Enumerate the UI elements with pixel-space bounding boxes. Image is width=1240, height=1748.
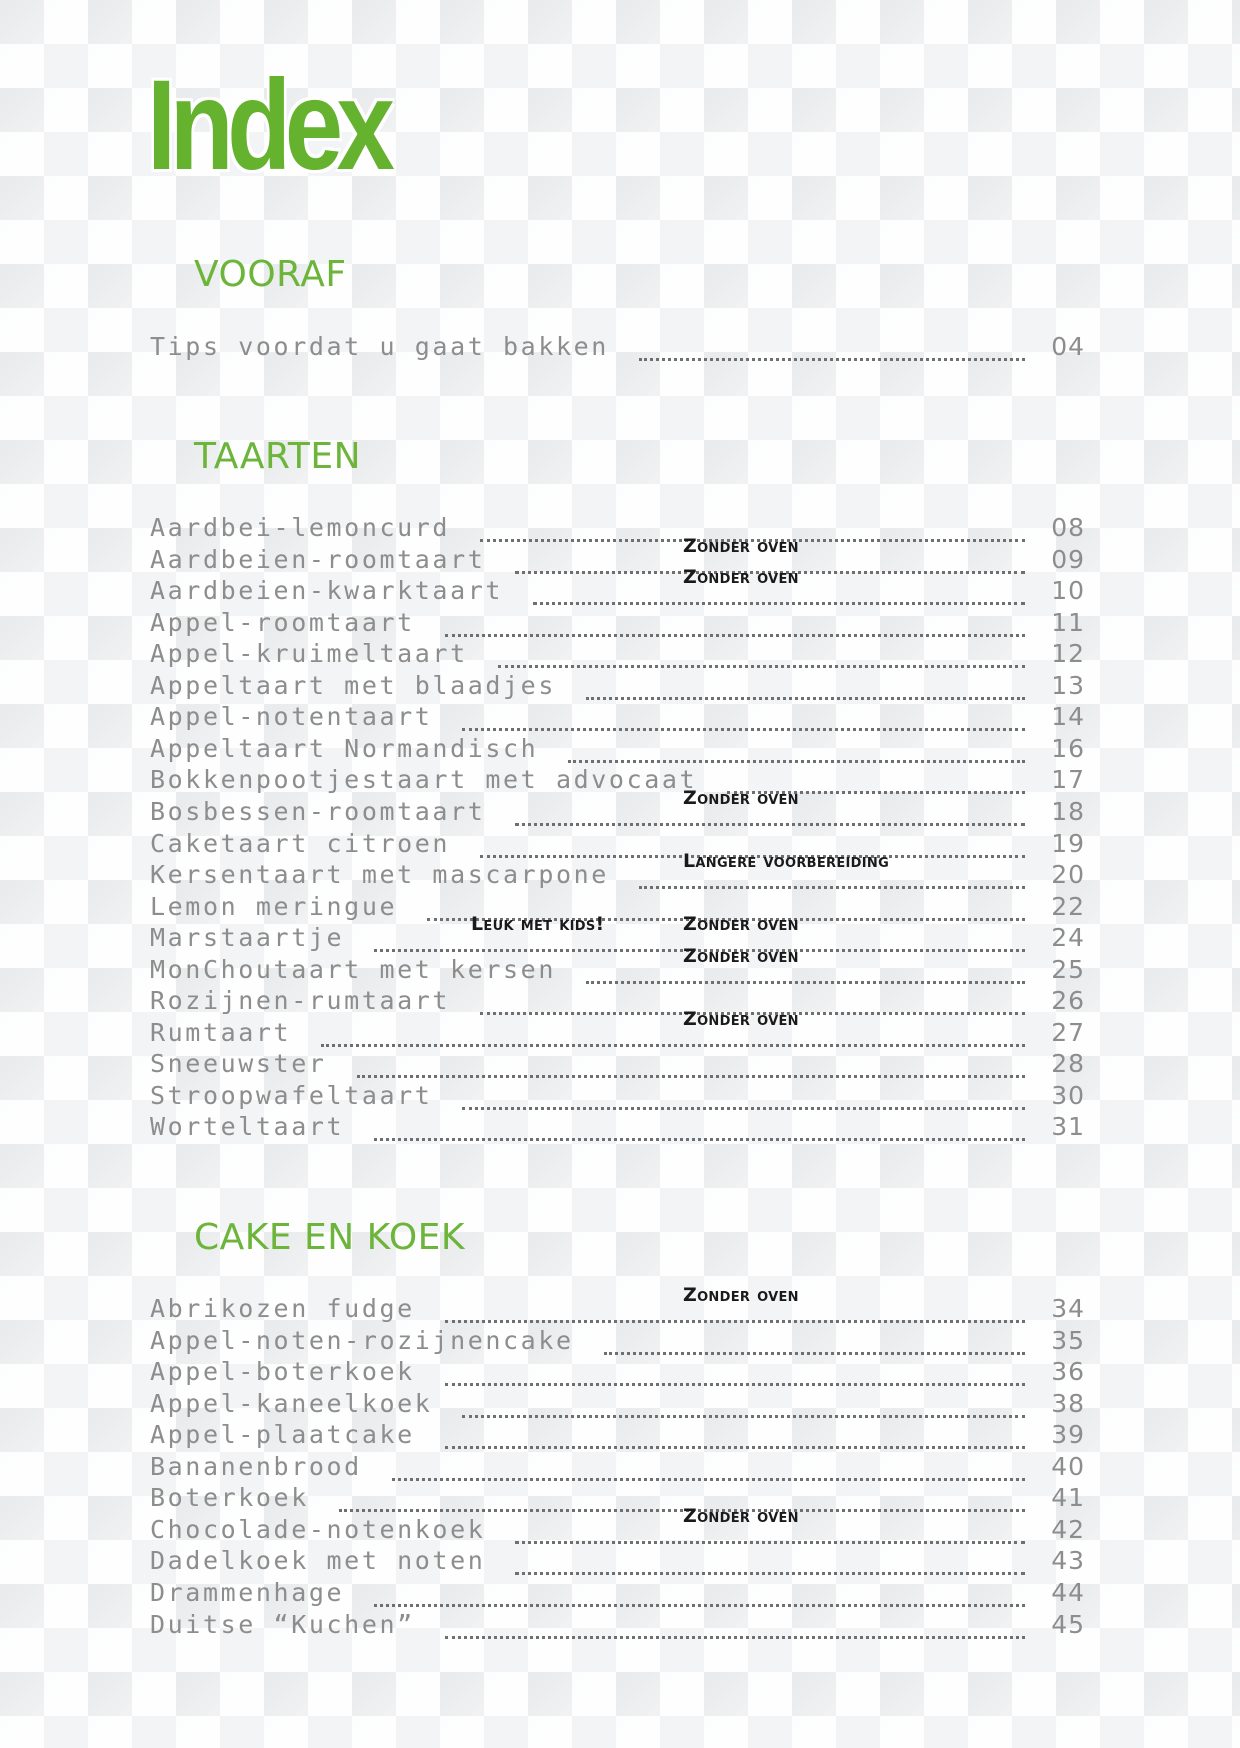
- index-entry[interactable]: [150, 1325, 1085, 1356]
- dot-leader: [498, 646, 1025, 668]
- index-entry[interactable]: [150, 1048, 1085, 1079]
- entry-title: Appel-notentaart: [150, 702, 433, 732]
- dot-leader: [374, 1585, 1025, 1607]
- index-entry[interactable]: [150, 670, 1085, 701]
- index-entry[interactable]: [150, 1356, 1085, 1387]
- index-entry[interactable]: [150, 1419, 1085, 1450]
- page-number: 40: [1051, 1451, 1085, 1481]
- page-number: 36: [1051, 1357, 1085, 1387]
- index-entry[interactable]: [150, 1609, 1085, 1640]
- dot-leader: [445, 615, 1025, 637]
- page-number: 16: [1051, 733, 1085, 763]
- entry-title: Kersentaart met mascarpone: [150, 860, 609, 890]
- dot-leader: [445, 1364, 1025, 1386]
- entry-title: Appeltaart met blaadjes: [150, 670, 556, 700]
- index-entry[interactable]: [150, 913, 1085, 953]
- page-number: 20: [1051, 860, 1085, 890]
- dot-leader: [445, 1617, 1025, 1639]
- index-entry[interactable]: [150, 1545, 1085, 1576]
- index-entry[interactable]: [150, 1482, 1085, 1513]
- page-number: 19: [1051, 828, 1085, 858]
- index-entry[interactable]: [150, 1577, 1085, 1608]
- index-entry[interactable]: [150, 733, 1085, 764]
- entry-title: Aardbeien-roomtaart: [150, 544, 486, 574]
- page-number: 44: [1051, 1577, 1085, 1607]
- index-entry[interactable]: [150, 1388, 1085, 1419]
- page-number: 34: [1051, 1294, 1085, 1323]
- index-entry[interactable]: [150, 828, 1085, 859]
- dot-leader: [604, 1333, 1025, 1355]
- entry-title: MonChoutaart met kersen: [150, 954, 556, 984]
- dot-leader: [462, 1396, 1025, 1418]
- recipe-tag: Zonder oven: [683, 566, 799, 589]
- page-number: 10: [1051, 576, 1085, 606]
- entry-title: Lemon meringue: [150, 891, 398, 921]
- page-number: 18: [1051, 796, 1085, 826]
- page-number: 39: [1051, 1420, 1085, 1450]
- page-number: 27: [1051, 1017, 1085, 1047]
- index-entry[interactable]: [150, 1111, 1085, 1142]
- page-number: 17: [1051, 765, 1085, 795]
- dot-leader: [586, 962, 1025, 984]
- entry-title: Drammenhage: [150, 1577, 345, 1607]
- entry-title: Rozijnen-rumtaart: [150, 986, 451, 1016]
- index-entry[interactable]: [150, 331, 1085, 362]
- entry-title: Boterkoek: [150, 1483, 309, 1513]
- page-number: 11: [1051, 607, 1085, 637]
- entry-title: Bananenbrood: [150, 1451, 362, 1481]
- recipe-tag: Langere voorbereiding: [683, 850, 890, 873]
- entry-title: Worteltaart: [150, 1112, 345, 1142]
- index-entry[interactable]: [150, 1007, 1085, 1048]
- recipe-tag: Zonder oven: [683, 1284, 799, 1306]
- page-number: 24: [1051, 923, 1085, 953]
- entry-title: Appel-kaneelkoek: [150, 1388, 433, 1418]
- entry-title: Dadelkoek met noten: [150, 1546, 486, 1576]
- entry-title: Duitse “Kuchen”: [150, 1609, 415, 1639]
- dot-leader: [321, 1025, 1025, 1047]
- page-number: 35: [1051, 1325, 1085, 1355]
- index-entry[interactable]: [150, 1284, 1085, 1324]
- recipe-tag: Zonder oven: [683, 1504, 799, 1527]
- page-number: 14: [1051, 702, 1085, 732]
- entry-title: Stroopwafeltaart: [150, 1080, 433, 1110]
- page-number: 04: [1051, 332, 1085, 361]
- index-entry[interactable]: [150, 1504, 1085, 1545]
- page-number: 26: [1051, 986, 1085, 1016]
- entry-title: Appel-kruimeltaart: [150, 639, 468, 669]
- recipe-tag: Zonder oven: [683, 1007, 799, 1030]
- recipe-tag: Leuk met kids!: [471, 913, 605, 936]
- entry-title: Tips voordat u gaat bakken: [150, 332, 609, 361]
- entry-title: Appel-roomtaart: [150, 607, 415, 637]
- recipe-tag: Zonder oven: [683, 786, 799, 809]
- page-number: 38: [1051, 1388, 1085, 1418]
- entry-title: Aardbei-lemoncurd: [150, 513, 451, 542]
- entry-title: Appel-plaatcake: [150, 1420, 415, 1450]
- page-number: 22: [1051, 891, 1085, 921]
- index-entry[interactable]: [150, 638, 1085, 669]
- index-entry[interactable]: [150, 534, 1085, 575]
- section-heading: CAKE EN KOEK: [194, 1217, 466, 1258]
- entry-title: Bosbessen-roomtaart: [150, 796, 486, 826]
- entry-title: Chocolade-notenkoek: [150, 1514, 486, 1544]
- dot-leader: [639, 339, 1025, 361]
- index-entry[interactable]: [150, 764, 1085, 795]
- entry-title: Rumtaart: [150, 1017, 292, 1047]
- page-number: 08: [1051, 513, 1085, 542]
- dot-leader: [462, 1088, 1025, 1110]
- index-entry[interactable]: [150, 512, 1085, 543]
- entry-title: Aardbeien-kwarktaart: [150, 576, 504, 606]
- entry-title: Marstaartje: [150, 923, 345, 953]
- index-entry[interactable]: [150, 607, 1085, 638]
- recipe-tag: Zonder oven: [683, 534, 799, 557]
- index-entry[interactable]: [150, 944, 1085, 985]
- entry-title: Appeltaart Normandisch: [150, 733, 539, 763]
- recipe-tag: Zonder oven: [683, 913, 799, 936]
- dot-leader: [357, 1056, 1025, 1078]
- dot-leader: [462, 709, 1025, 731]
- index-entry[interactable]: [150, 1080, 1085, 1111]
- section-heading: VOORAF: [194, 254, 347, 295]
- page-number: 28: [1051, 1049, 1085, 1079]
- index-entry[interactable]: [150, 891, 1085, 922]
- entry-title: Caketaart citroen: [150, 828, 451, 858]
- page-number: 09: [1051, 544, 1085, 574]
- section-heading: TAARTEN: [194, 436, 362, 477]
- entry-title: Bokkenpootjestaart met advocaat: [150, 765, 698, 795]
- page-number: 43: [1051, 1546, 1085, 1576]
- index-entry[interactable]: [150, 786, 1085, 827]
- recipe-tag: Zonder oven: [683, 944, 799, 967]
- index-entry[interactable]: [150, 701, 1085, 732]
- page-number: 31: [1051, 1112, 1085, 1142]
- dot-leader: [568, 741, 1025, 763]
- page-number: 30: [1051, 1080, 1085, 1110]
- dot-leader: [392, 1459, 1025, 1481]
- page-number: 45: [1051, 1609, 1085, 1639]
- entry-title: Sneeuwster: [150, 1049, 327, 1079]
- dot-leader: [586, 678, 1025, 700]
- page-number: 41: [1051, 1483, 1085, 1513]
- dot-leader: [445, 1427, 1025, 1449]
- page-number: 42: [1051, 1514, 1085, 1544]
- index-entry[interactable]: [150, 1451, 1085, 1482]
- page-title: Index: [147, 54, 389, 197]
- index-entry[interactable]: [150, 985, 1085, 1016]
- page-number: 25: [1051, 954, 1085, 984]
- dot-leader: [374, 1119, 1025, 1141]
- entry-title: Abrikozen fudge: [150, 1294, 415, 1323]
- page-number: 12: [1051, 639, 1085, 669]
- dot-leader: [339, 1490, 1025, 1512]
- page-number: 13: [1051, 670, 1085, 700]
- entry-title: Appel-noten-rozijnencake: [150, 1325, 574, 1355]
- index-entry[interactable]: [150, 566, 1085, 606]
- dot-leader: [515, 1553, 1025, 1575]
- index-entry[interactable]: [150, 850, 1085, 890]
- entry-title: Appel-boterkoek: [150, 1357, 415, 1387]
